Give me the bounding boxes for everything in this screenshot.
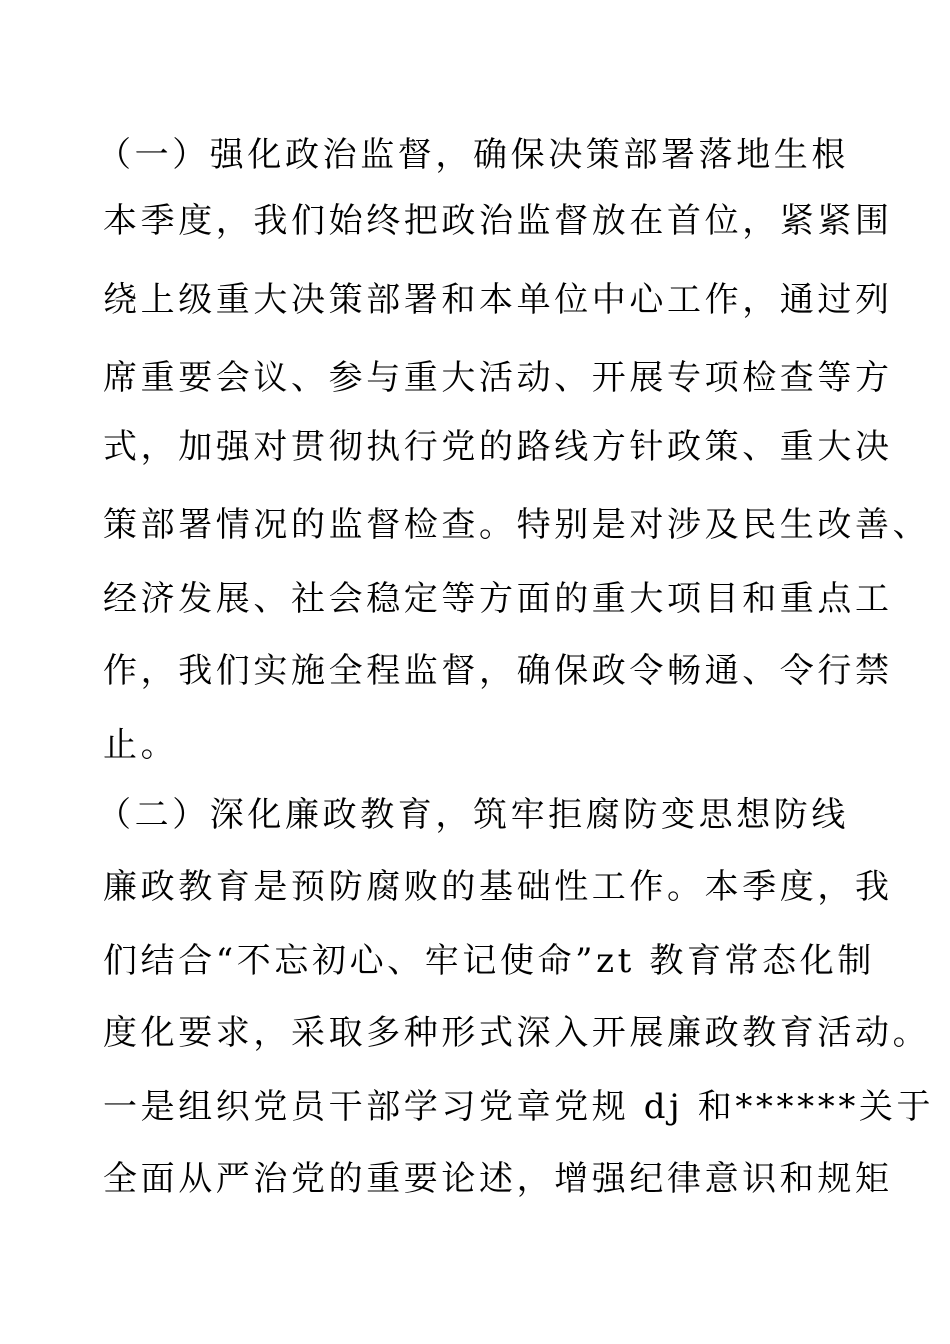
paragraph-line: 式，加强对贯彻执行党的路线方针政策、重大决: [103, 427, 893, 467]
paragraph-line: 全面从严治党的重要论述，增强纪律意识和规矩: [103, 1159, 893, 1199]
paragraph-line: 策部署情况的监督检查。特别是对涉及民生改善、: [103, 505, 931, 545]
paragraph-line: 经济发展、社会稳定等方面的重大项目和重点工: [103, 579, 893, 619]
paragraph-line: 席重要会议、参与重大活动、开展专项检查等方: [103, 358, 893, 398]
paragraph-line: 一是组织党员干部学习党章党规 dj 和******关于: [103, 1087, 935, 1127]
paragraph-line: 止。: [103, 725, 179, 765]
paragraph-line: 本季度，我们始终把政治监督放在首位，紧紧围: [103, 201, 893, 241]
paragraph-line: 廉政教育是预防腐败的基础性工作。本季度，我: [103, 867, 893, 907]
paragraph-line: 们结合“不忘初心、牢记使命”zt 教育常态化制: [103, 941, 875, 981]
paragraph-line: 作，我们实施全程监督，确保政令畅通、令行禁: [103, 651, 893, 691]
paragraph-line: 度化要求，采取多种形式深入开展廉政教育活动。: [103, 1013, 931, 1053]
section-2-heading: （二）深化廉政教育，筑牢拒腐防变思想防线: [97, 795, 849, 835]
paragraph-line: 绕上级重大决策部署和本单位中心工作，通过列: [103, 280, 893, 320]
section-1-heading: （一）强化政治监督，确保决策部署落地生根: [97, 135, 849, 175]
